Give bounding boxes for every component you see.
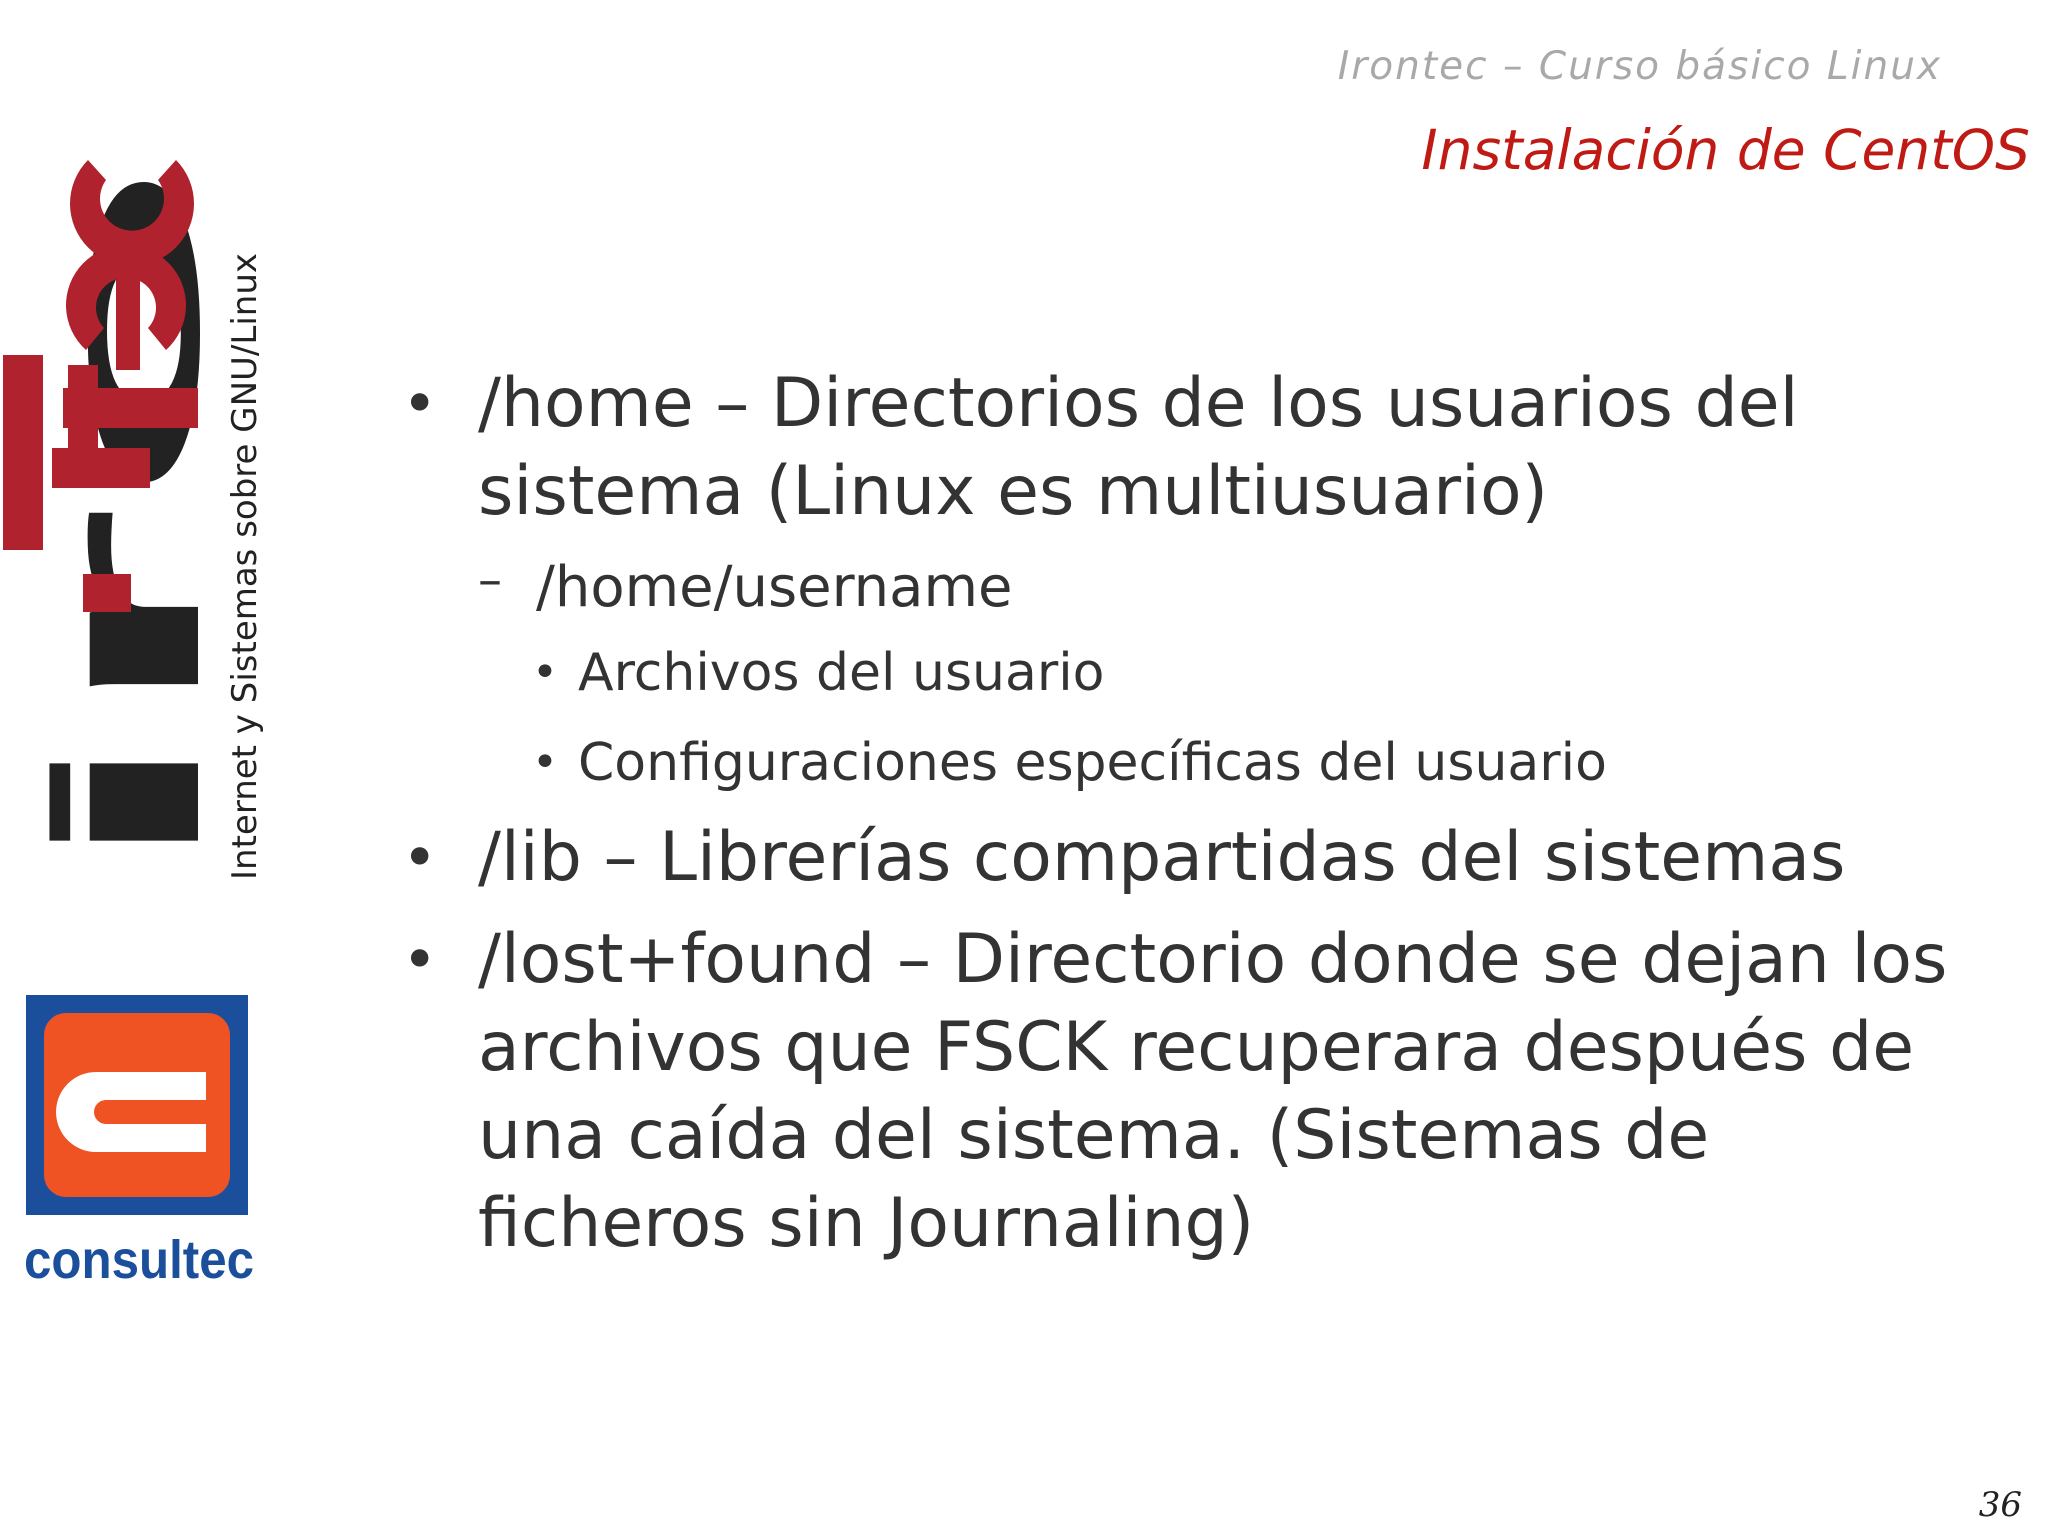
bullet-dot: •	[402, 369, 438, 439]
bullet-item-lost-found	[402, 916, 1962, 1268]
bullet-dot: •	[532, 647, 558, 698]
sub-item-home-username	[402, 548, 1962, 628]
bullet-dot: •	[402, 823, 438, 893]
sub-sub-item-text: Archivos del usuario	[578, 643, 1105, 703]
bullet-dot: •	[402, 925, 438, 995]
bullet-text: /lost+found – Directorio donde se dejan los archivos que FSCK recuperara después de una caída del sistema. (Sistemas de ficheros sin Journaling)	[478, 920, 1948, 1263]
bullet-item-home	[402, 360, 1962, 536]
bullet-dot: •	[532, 737, 558, 788]
svg-text:iro: iro	[13, 618, 242, 880]
bullet-text: /home – Directorios de los usuarios del sistema (Linux es multiusuario)	[478, 364, 1799, 531]
slide-content	[402, 360, 1962, 1282]
irontec-red-mark	[83, 574, 131, 612]
consultec-wordmark	[24, 1228, 256, 1292]
bullet-item-lib	[402, 814, 1962, 902]
page-number: 36	[1978, 1485, 2022, 1525]
bullet-text: /lib – Librerías compartidas del sistemas	[478, 818, 1846, 897]
sub-item-text: /home/username	[536, 555, 1013, 620]
sub-sub-item-configuraciones	[402, 724, 1962, 802]
irontec-logo	[13, 150, 265, 880]
sub-sub-item-text: Configuraciones específicas del usuario	[578, 733, 1607, 793]
dash-marker: –	[478, 552, 502, 608]
irontec-tagline: Internet y Sistemas sobre GNU/Linux	[225, 253, 265, 880]
sub-sub-item-archivos	[402, 634, 1962, 712]
slide-title: Instalación de CentOS	[1421, 118, 2030, 182]
svg-text:consultec: consultec	[24, 1230, 254, 1290]
course-title: Irontec – Curso básico Linux	[1337, 44, 1942, 89]
consultec-logo-icon	[26, 995, 248, 1215]
